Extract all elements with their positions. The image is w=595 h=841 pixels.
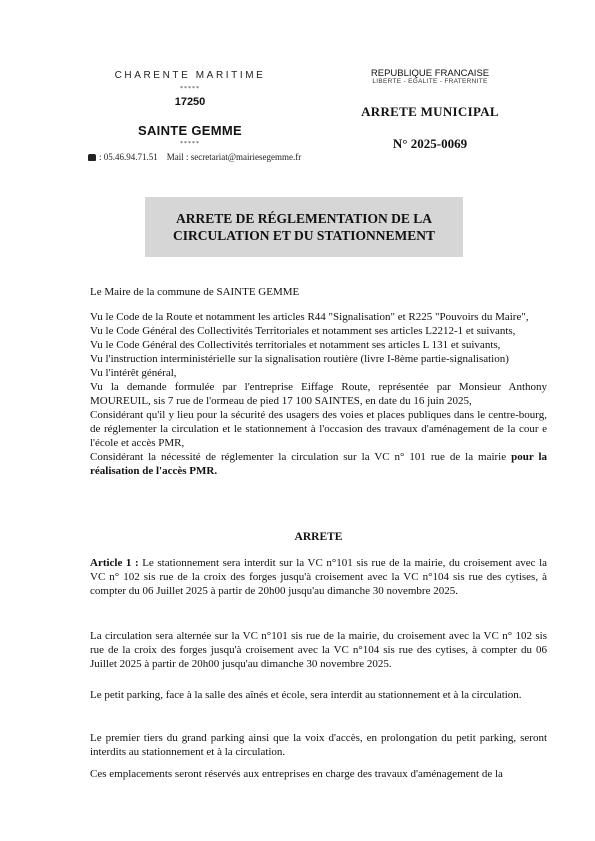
visa-item: Vu le Code Général des Collectivités Territoriales et notamment ses articles L2212-1 et suivants, [90,325,516,337]
phone-icon [88,154,96,161]
article-text: Le stationnement sera interdit sur la VC n°101 sis rue de la mairie, du croisement avec la VC n° 102 sis rue de la croix des forges jusqu'à croisement avec la VC n°104 sis rue des cytises, à compter du 06 Juillet 2025 à partir de 20h00 jusqu'au dimanche 30 novembre 2025. [90,557,548,597]
considering-item: Considérant qu'il y lieu pour la sécurité des usagers des voies et places publiques dans le centre-bourg, de réglementer la circulation et le stationnement à l'occasion des travaux d'aménagement de la cour e l'école et accès PMR, [90,409,547,449]
visa-item: Vu l'instruction interministérielle sur la signalisation routière (livre I-8ème partie-signalisation) [90,353,509,365]
visa-item: Vu la demande formulée par l'entreprise Eiffage Route, représentée par Monsieur Anthony MOUREUIL, sis 7 rue de l'ormeau de pied 17 100 SAINTES, en date du 16 juin 2025, [90,381,547,407]
visa-item: Vu l'intérêt général, [90,367,177,379]
act-number: N° 2025-0069 [392,136,468,151]
article-1 [90,556,547,598]
title-line-1: ARRETE DE RÉGLEMENTATION DE LA [175,211,433,226]
postal-code: 17250 [174,96,206,108]
department-name: CHARENTE MARITIME [114,70,266,81]
considering-bold-text: pour la réalisation de l'accès PMR. [90,451,547,477]
act-type: ARRETE MUNICIPAL [361,104,499,119]
republic-motto: LIBERTE - EGALITE - FRATERNITE [372,78,488,85]
separator-stars: ***** [180,86,200,92]
contact-line [88,152,348,162]
considering-item [90,450,547,478]
mail-address: Mail : secretariat@mairiesegemme.fr [166,152,302,162]
republic-label: REPUBLIQUE FRANCAISE [370,68,490,79]
decision-heading: ARRETE [294,531,343,543]
paragraph-reserved: Ces emplacements seront réservés aux entreprises en charge des travaux d'aménagement de la [90,768,503,780]
article-label: Article 1 : [90,557,139,569]
phone-number: : 05.46.94.71.51 [99,152,158,162]
visa-item: Vu le Code de la Route et notamment les articles R44 "Signalisation" et R225 "Pouvoirs du Maire", [90,311,529,323]
preamble-block [90,310,547,478]
separator-stars: ***** [180,141,200,147]
paragraph-large-parking: Le premier tiers du grand parking ainsi que la voix d'accès, en prolongation du petit parking, seront interdits au stationnement et à la circulation. [90,732,547,758]
title-box [145,197,463,257]
paragraph-small-parking: Le petit parking, face à la salle des aînés et école, sera interdit au stationnement et à la circulation. [90,689,522,701]
town-name: SAINTE GEMME [138,123,242,138]
preamble-intro: Le Maire de la commune de SAINTE GEMME [90,286,300,298]
title-line-2: CIRCULATION ET DU STATIONNEMENT [173,228,435,243]
considering-text: Considérant la nécessité de réglementer la circulation sur la VC n° 101 rue de la mairie [90,451,512,463]
paragraph-circulation: La circulation sera alternée sur la VC n°101 sis rue de la mairie, du croisement avec la VC n° 102 sis rue de la croix des forges jusqu'à croisement avec la VC n°104 sis rue des cytises, à compter du 06 Juillet 2025 à partir de 20h00 jusqu'au dimanche 30 novembre 2025. [90,630,547,670]
visa-item: Vu le Code Général des Collectivités territoriales et notamment ses articles L 131 et suivants, [90,339,501,351]
